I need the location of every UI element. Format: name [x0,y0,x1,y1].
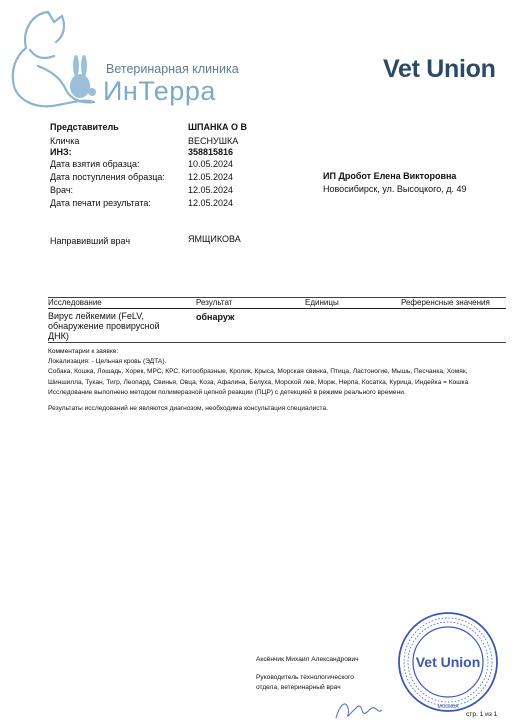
test-result: обнаруж [196,312,235,322]
print-date-label: Дата печати результата: [50,198,151,208]
clinic-subtitle: Ветеринарная клиника [106,62,239,76]
clinic-logo [8,6,239,112]
test-name-line1: Вирус лейкемии (FeLV, [48,311,144,321]
clinic-name: ИнТерра [103,76,216,106]
comments-title: Комментарии к заявке: [48,348,119,355]
referring-doctor-value: ЯМЩИКОВА [188,234,241,244]
column-header-reference: Референсные значения [401,298,490,307]
receipt-date-value: 12.05.2024 [188,172,234,182]
inz-label: ИНЗ: [50,147,72,157]
clinic-address: Новосибирск, ул. Высоцкого, д. 49 [323,184,467,194]
stamp-center-text: Vet Union [415,654,481,670]
sample-date-value: 10.05.2024 [188,159,234,169]
stamp-city: МОСКВА [437,704,459,710]
comments-localization: Локализация: - Цельная кровь (ЭДТА). [48,358,167,365]
referring-doctor-label: Направивший врач [50,236,131,246]
lab-logo: Vet Union [383,55,496,83]
representative-value: ШПАНКА О В [188,122,248,132]
column-header-units: Единицы [305,298,339,307]
column-header-test: Исследование [48,298,102,307]
nickname-value: ВЕСНУШКА [188,136,239,146]
column-header-result: Результат [196,298,233,307]
test-name-line3: ДНК) [48,331,69,341]
comments-species-line2: Шиншилла, Тукан, Тигр, Леопард, Свинья, Овца, Коза, Афалина, Белуха, Морской лев, Морж, Нерпа, Косатка, Курица, Индейка = Кошка [48,379,469,386]
table-bottom-rule [48,342,506,343]
representative-label: Представитель [50,122,119,132]
header-rule [48,308,506,309]
signer-position-line2: отдела, ветеринарный врач [256,684,341,691]
sample-date-label: Дата взятия образца: [50,159,140,169]
cat-rabbit-logo-icon [8,6,108,112]
signer-position-line1: Руководитель технологического [256,674,354,681]
nickname-label: Кличка [50,136,80,146]
page-number: стр. 1 из 1 [466,711,498,718]
official-stamp [396,607,500,723]
comments-method: Исследование выполнено методом полимеразной цепной реакции (ПЦР) с детекцией в режиме реального времени. [48,389,406,396]
clinic-owner-name: ИП Дробот Елена Викторовна [323,171,457,181]
comments-disclaimer: Результаты исследований не являются диагнозом, необходима консультация специалиста. [48,405,328,412]
receipt-date-label: Дата поступления образца: [50,172,165,182]
inz-value: 358815816 [188,147,234,157]
handwritten-signature [330,696,386,724]
doctor-value: 12.05.2024 [188,185,234,195]
doctor-label: Врач: [50,185,74,195]
comments-species-line1: Собака, Кошка, Лошадь, Хорек, МРС, КРС, Китообразные, Кролик, Крыса, Морская свинка, Птица, Ластоногие, Мышь, Песчанка, Хомяк, [48,368,468,375]
test-name-line2: обнаружение провирусной [48,321,160,331]
signer-name: Аксёнчик Михаил Александрович [256,656,359,663]
print-date-value: 12.05.2024 [188,198,234,208]
